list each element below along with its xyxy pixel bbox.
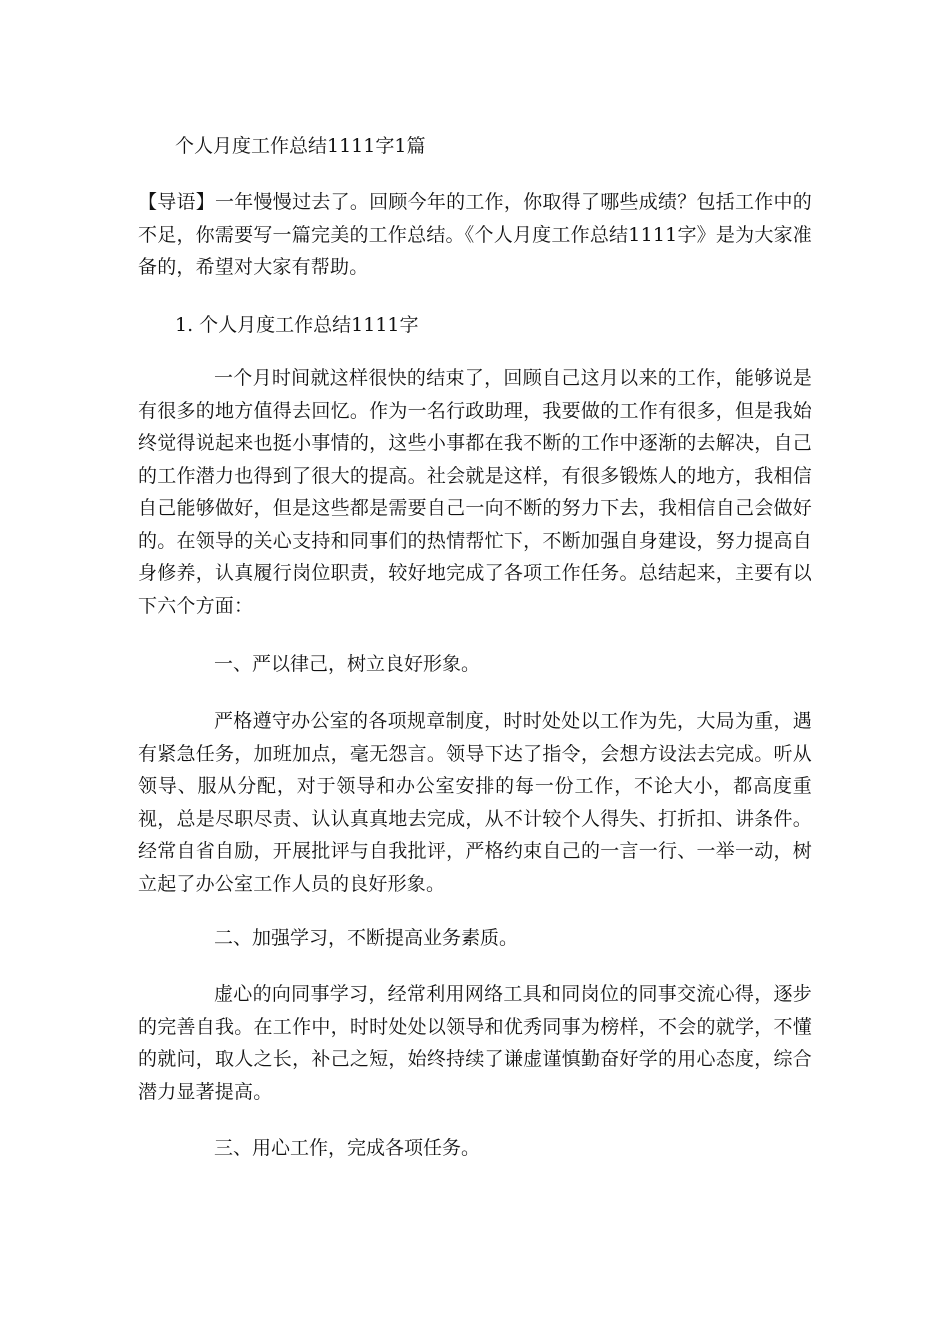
intro-text: 【导语】一年慢慢过去了。回顾今年的工作，你取得了哪些成绩？包括工作中的不足，你需要写一篇完美的工作总结。《个人月度工作总结1111字》是为大家准备的，希望对大家有帮助。 bbox=[138, 191, 812, 278]
paragraph-3-text: 虚心的向同事学习，经常利用网络工具和同岗位的同事交流心得，逐步的完善自我。在工作中，时时处处以领导和优秀同事为榜样，不会的就学，不懂的就问，取人之长，补己之短，始终持续了谦虚谨慎勤奋好学的用心态度，综合潜力显著提高。 bbox=[138, 983, 812, 1103]
intro-paragraph bbox=[138, 186, 812, 284]
paragraph-2 bbox=[138, 705, 812, 900]
subheading-one: 一、严以律己，树立良好形象。 bbox=[214, 653, 481, 675]
paragraph-1-text: 一个月时间就这样很快的结束了，回顾自己这月以来的工作，能够说是有很多的地方值得去回忆。作为一名行政助理，我要做的工作有很多，但是我始终觉得说起来也挺小事情的，这些小事都在我不断的工作中逐渐的去解决，自己的工作潜力也得到了很大的提高。社会就是这样，有很多锻炼人的地方，我相信自己能够做好，但是这些都是需要自己一向不断的努力下去，我相信自己会做好的。在领导的关心支持和同事们的热情帮忙下，不断加强自身建设，努力提高自身修养，认真履行岗位职责，较好地完成了各项工作任务。总结起来，主要有以下六个方面： bbox=[138, 367, 812, 617]
paragraph-1 bbox=[138, 362, 812, 622]
section-1-heading: 1. 个人月度工作总结1111字 bbox=[175, 314, 419, 336]
subheading-three: 三、用心工作，完成各项任务。 bbox=[214, 1137, 481, 1159]
paragraph-3 bbox=[138, 978, 812, 1108]
paragraph-2-text: 严格遵守办公室的各项规章制度，时时处处以工作为先，大局为重，遇有紧急任务，加班加点，毫无怨言。领导下达了指令，会想方设法去完成。听从领导、服从分配，对于领导和办公室安排的每一份工作，不论大小，都高度重视，总是尽职尽责、认认真真地去完成，从不计较个人得失、打折扣、讲条件。经常自省自励，开展批评与自我批评，严格约束自己的一言一行、一举一动，树立起了办公室工作人员的良好形象。 bbox=[138, 710, 812, 895]
document-title: 个人月度工作总结1111字1篇 bbox=[175, 135, 426, 157]
subheading-two: 二、加强学习，不断提高业务素质。 bbox=[214, 927, 519, 949]
